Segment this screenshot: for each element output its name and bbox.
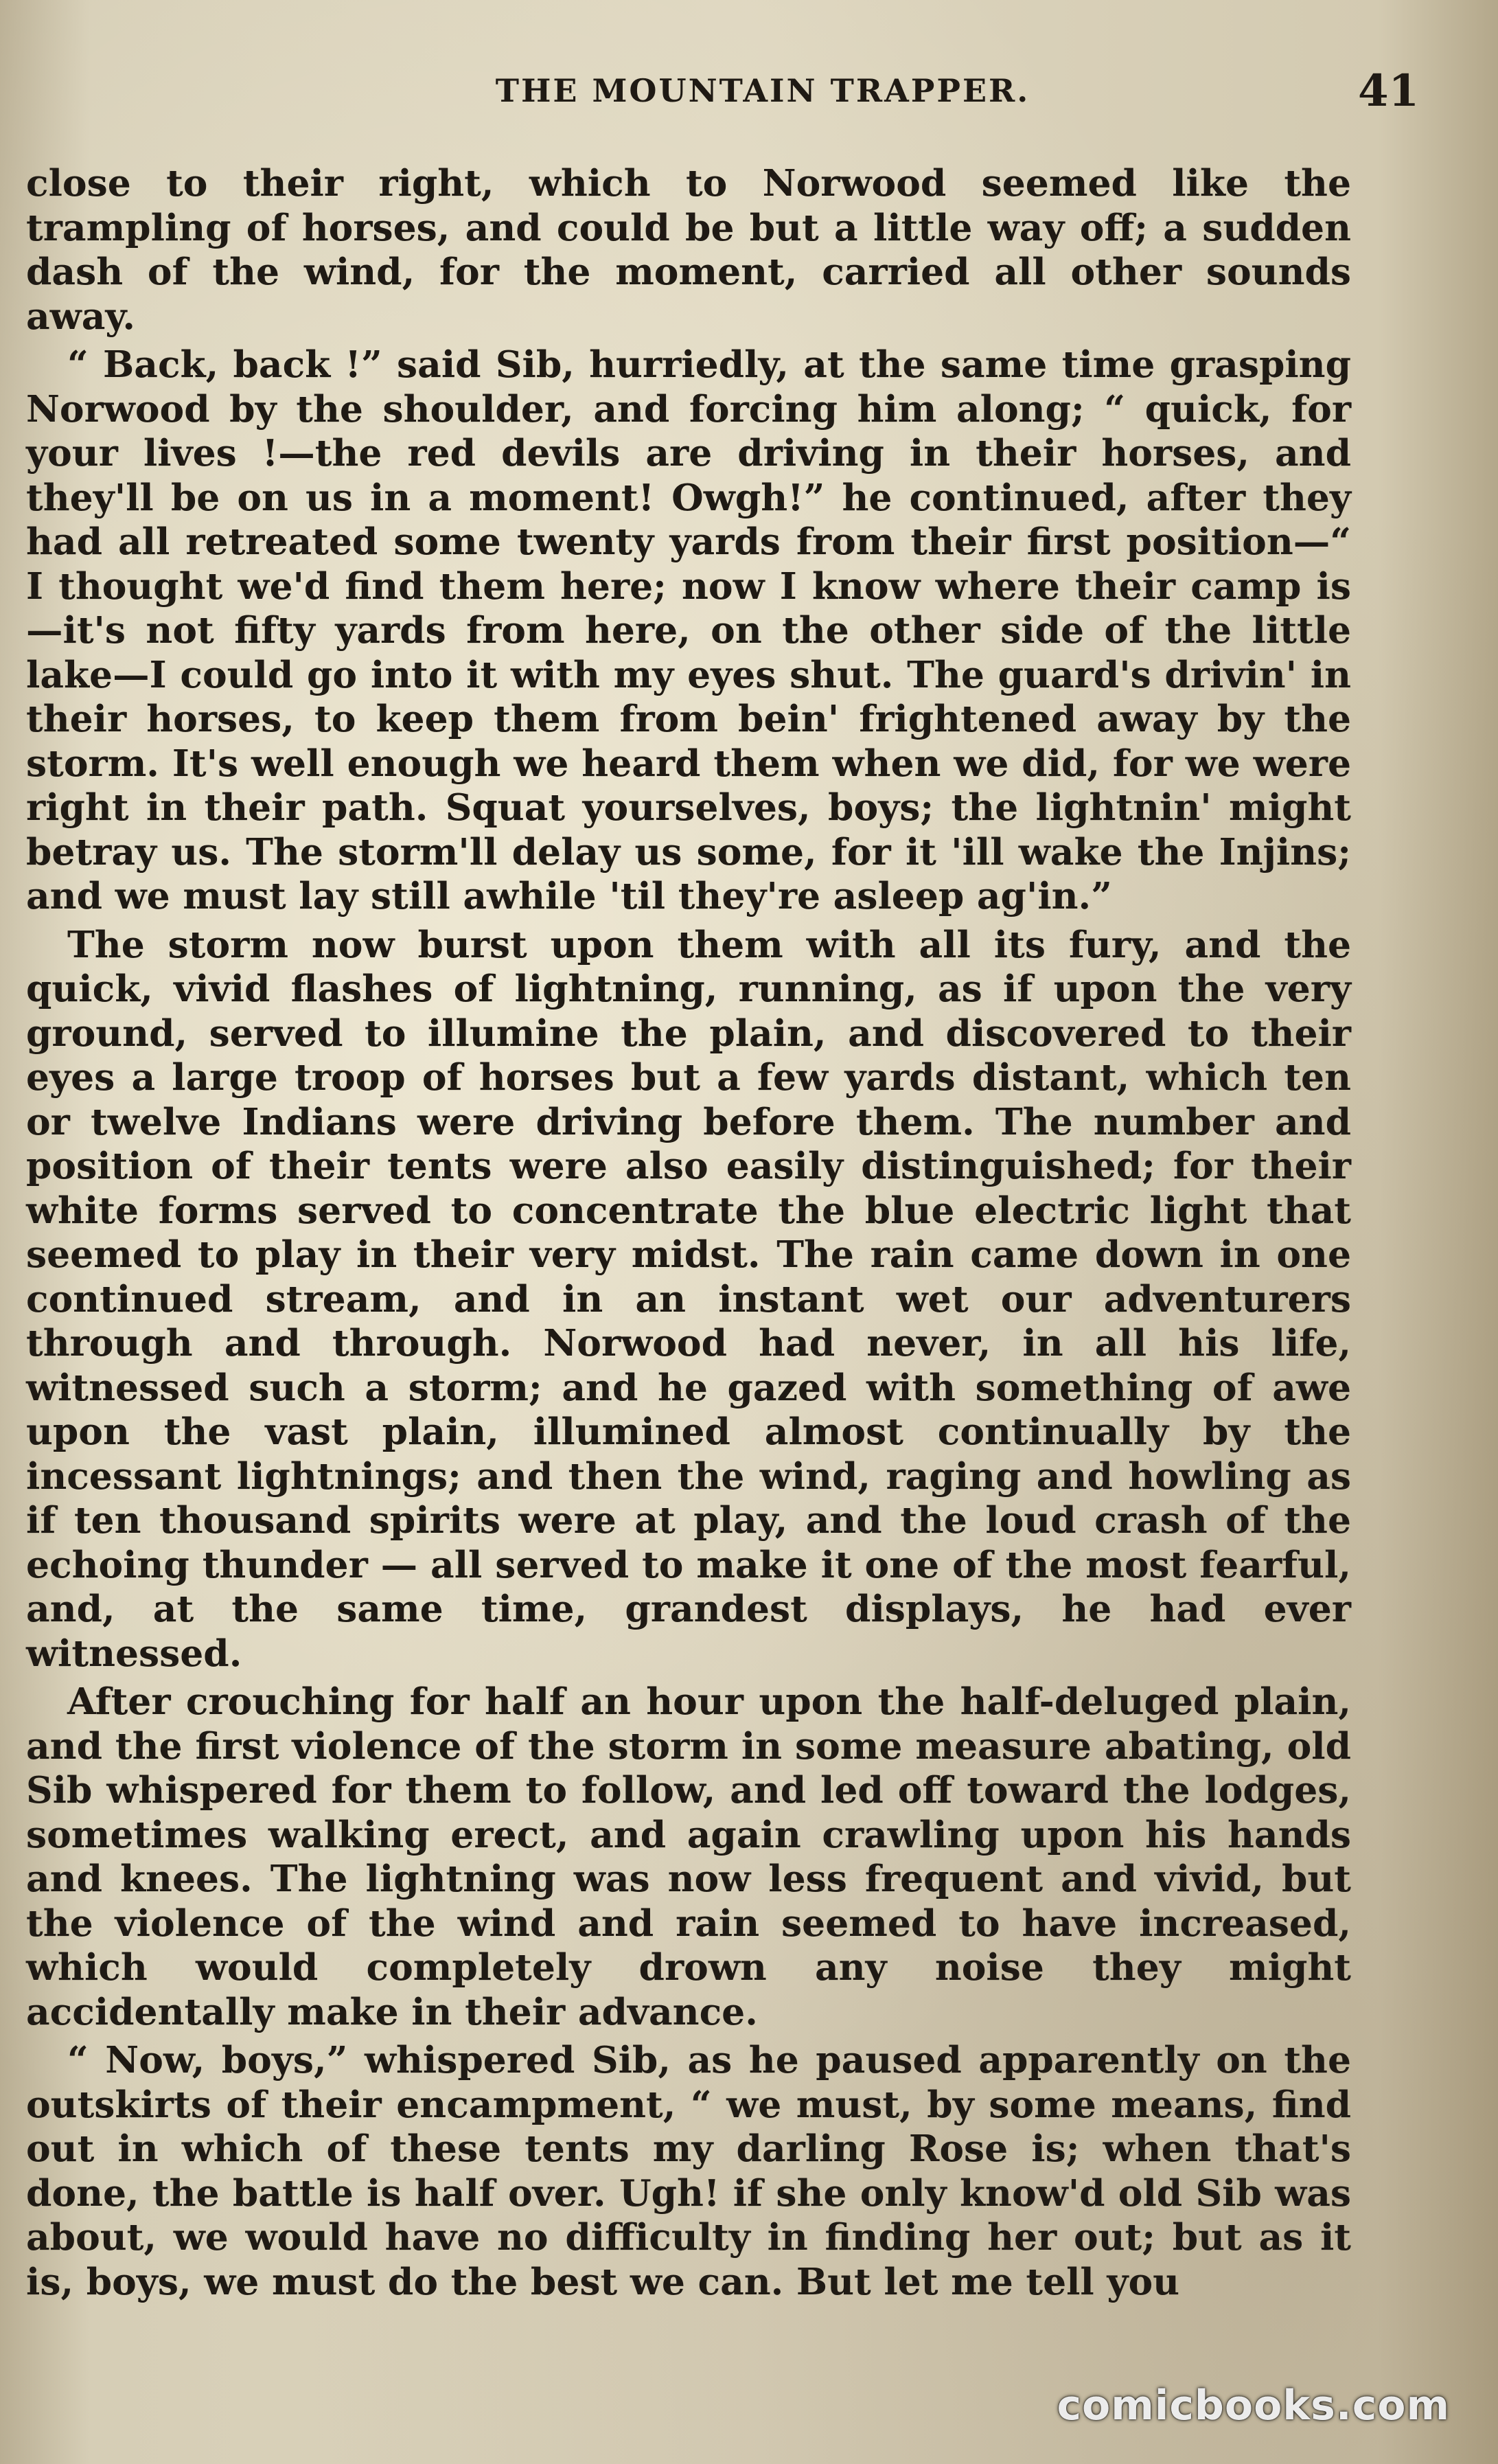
page-header bbox=[41, 65, 1457, 120]
body-text bbox=[26, 161, 1351, 2308]
page-number: 41 bbox=[1357, 65, 1419, 117]
running-title: THE MOUNTAIN TRAPPER. bbox=[495, 72, 1030, 109]
paragraph: close to their right, which to Norwood seemed like the trampling of horses, and could be but a little way off; a sudden dash of the wind, for the moment, carried all other sounds away. bbox=[26, 161, 1351, 338]
paragraph: The storm now burst upon them with all its fury, and the quick, vivid flashes of lightning, running, as if upon the very ground, served to illumine the plain, and discovered to their eyes a large troop of horses but a few yards distant, which ten or twelve Indians were driving before them. The number and position of their tents were also easily distinguished; for their white forms served to concentrate the blue electric light that seemed to play in their very midst. The rain came down in one continued stream, and in an instant wet our adventurers through and through. Norwood had never, in all his life, witnessed such a storm; and he gazed with something of awe upon the vast plain, illumined almost continually by the incessant lightnings; and then the wind, raging and howling as if ten thousand spirits were at play, and the loud crash of the echoing thunder — all served to make it one of the most fearful, and, at the same time, grandest displays, he had ever witnessed. bbox=[26, 922, 1351, 1675]
paragraph: “ Back, back !” said Sib, hurriedly, at the same time grasping Norwood by the shoulder, and forcing him along; “ quick, for your lives !—the red devils are driving in their horses, and they'll be on us in a moment! Owgh!” he continued, after they had all retreated some twenty yards from their first position—“ I thought we'd find them here; now I know where their camp is—it's not fifty yards from here, on the other side of the little lake—I could go into it with my eyes shut. The guard's drivin' in their horses, to keep them from bein' frightened away by the storm. It's well enough we heard them when we did, for we were right in their path. Squat yourselves, boys; the lightnin' might betray us. The storm'll delay us some, for it 'ill wake the Injins; and we must lay still awhile 'til they're asleep ag'in.” bbox=[26, 343, 1351, 917]
watermark: comicbooks.com bbox=[1057, 2382, 1450, 2430]
paragraph: After crouching for half an hour upon the half-deluged plain, and the first violence of the storm in some measure abating, old Sib whispered for them to follow, and led off toward the lodges, sometimes walking erect, and again crawling upon his hands and knees. The lightning was now less frequent and vivid, but the violence of the wind and rain seemed to have increased, which would completely drown any noise they might accidentally make in their advance. bbox=[26, 1680, 1351, 2033]
paragraph: “ Now, boys,” whispered Sib, as he paused apparently on the outskirts of their encampment, “ we must, by some means, find out in which of these tents my darling Rose is; when that's done, the battle is half over. Ugh! if she only know'd old Sib was about, we would have no difficulty in finding her out; but as it is, boys, we must do the best we can. But let me tell you bbox=[26, 2038, 1351, 2303]
